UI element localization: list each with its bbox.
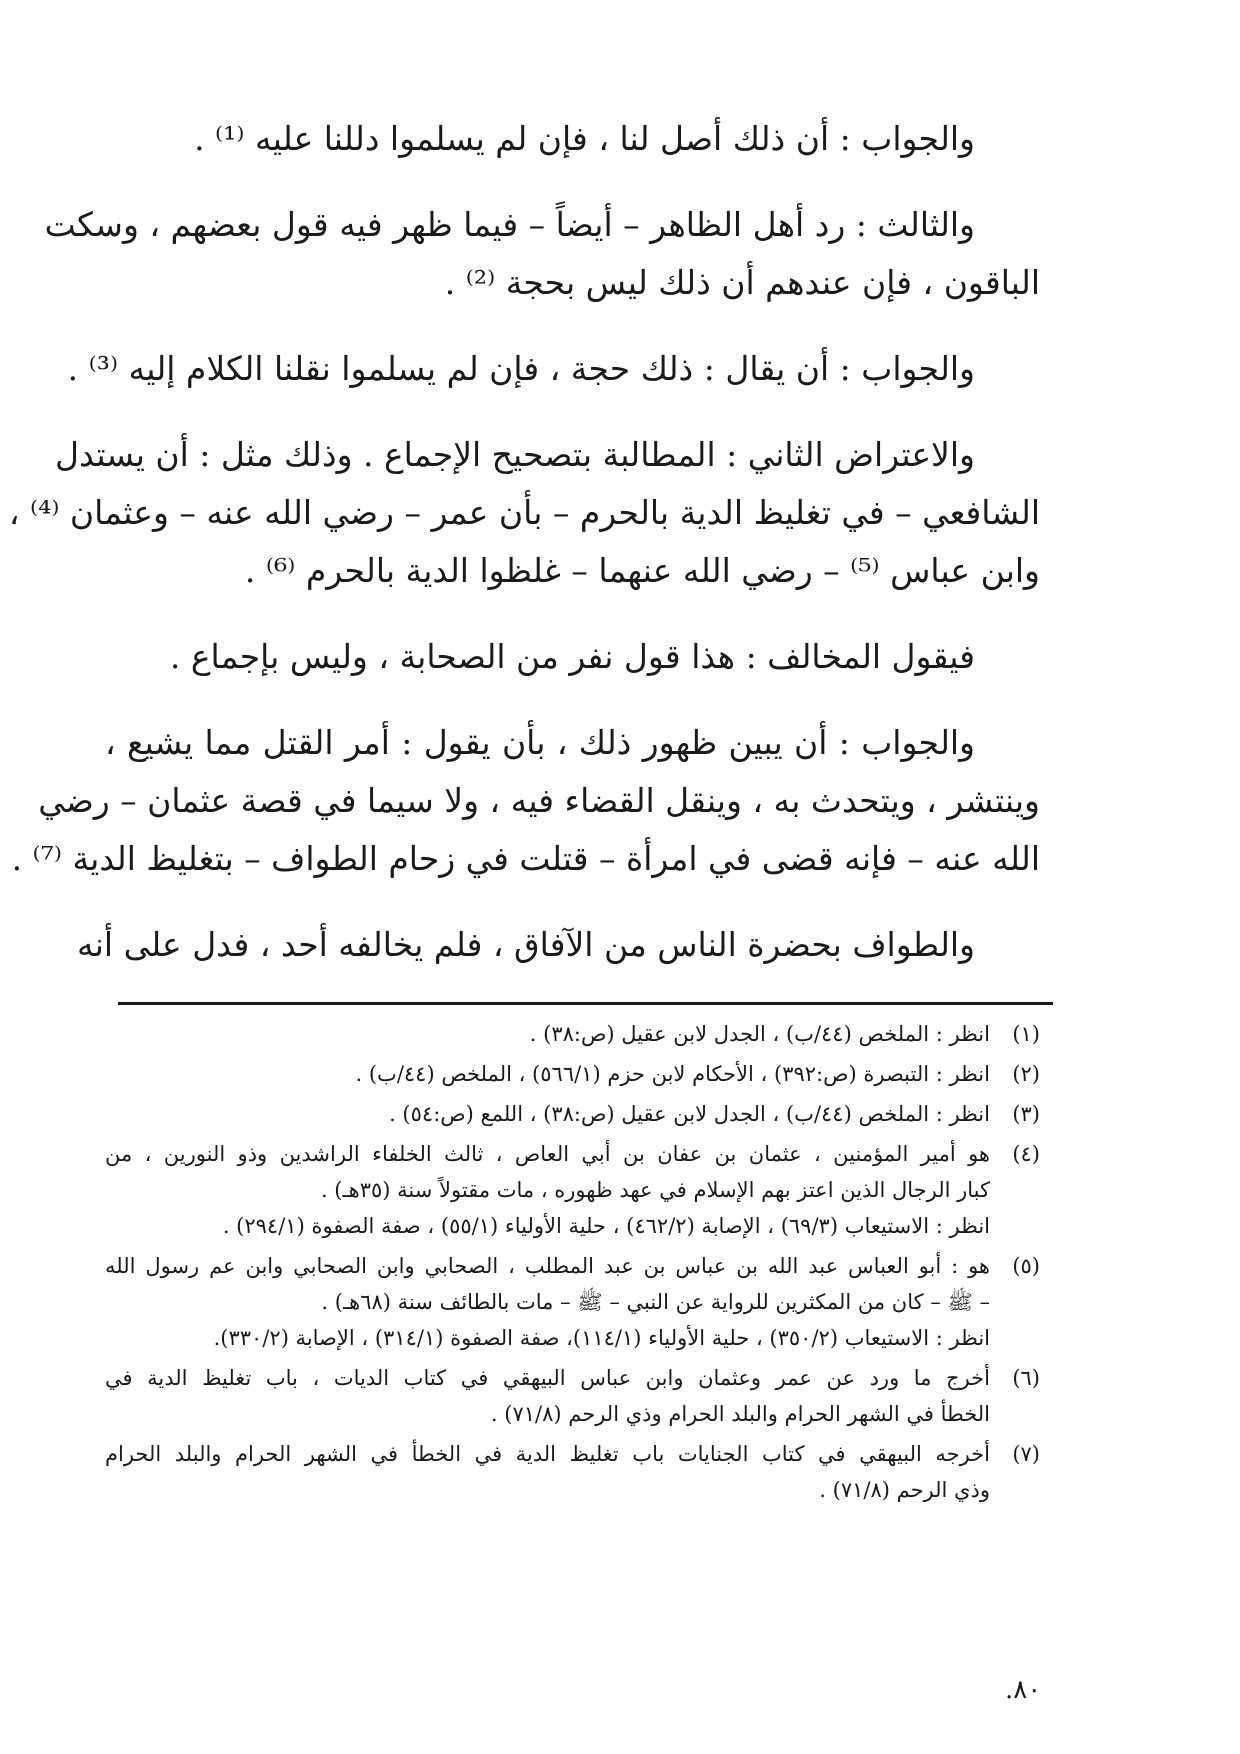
text-line: والجواب : أن يبين ظهور ذلك ، بأن يقول : أمر القتل مما يشيع ، — [105, 723, 975, 762]
text-line: والطواف بحضرة الناس من الآفاق ، فلم يخالفه أحد ، فدل على أنه — [77, 925, 975, 964]
footnote-number: (٣) — [1012, 1102, 1040, 1126]
footnote-line: انظر : الاستيعاب (٣٥٠/٢) ، حلية الأولياء (١١٤/١)، صفة الصفوة (٣١٤/١) ، الإصابة (٣٣٠/٢). — [213, 1326, 990, 1350]
footnote-body — [105, 1096, 990, 1132]
footnote-6 — [105, 1360, 1040, 1432]
footnotes — [105, 1016, 1040, 1512]
paragraph-opponent — [105, 628, 1040, 686]
footnote-body — [105, 1136, 990, 1244]
footnote-line: انظر : التبصرة (ص:٣٩٢) ، الأحكام لابن حزم (٥٦٦/١) ، الملخص (٤٤/ب) . — [355, 1062, 990, 1086]
text-line: الباقون ، فإن عندهم أن ذلك ليس بحجة ⁽²⁾ . — [444, 263, 1040, 302]
footnote-number: (١) — [1012, 1022, 1040, 1046]
footnote-body — [105, 1436, 990, 1508]
footnote-body — [105, 1056, 990, 1092]
footnote-line: كبار الرجال الذين اعتز بهم الإسلام في عهد ظهوره ، مات مقتولاً سنة (٣٥هـ) . — [320, 1178, 990, 1202]
text-line: فيقول المخالف : هذا قول نفر من الصحابة ، وليس بإجماع . — [169, 637, 975, 676]
paragraph-second-objection — [8, 426, 1040, 600]
text-line: الشافعي – في تغليظ الدية بالحرم – بأن عمر – رضي الله عنه – وعثمان ⁽⁴⁾ ، — [8, 493, 1040, 532]
footnote-5 — [105, 1248, 1040, 1356]
text-line: والجواب : أن يقال : ذلك حجة ، فإن لم يسلموا نقلنا الكلام إليه ⁽³⁾ . — [67, 349, 975, 388]
footnote-2 — [105, 1056, 1040, 1092]
text-line: والجواب : أن ذلك أصل لنا ، فإن لم يسلموا دللنا عليه ⁽¹⁾ . — [194, 119, 975, 158]
paragraph-tawaf — [77, 916, 1040, 974]
footnote-4 — [105, 1136, 1040, 1244]
text-line: وابن عباس ⁽⁵⁾ – رضي الله عنهما – غلظوا الدية بالحرم ⁽⁶⁾ . — [244, 551, 1040, 590]
footnote-body — [105, 1016, 990, 1052]
footnote-number: (٤) — [1012, 1142, 1040, 1166]
footnote-line: هو أمير المؤمنين ، عثمان بن عفان بن أبي العاص ، ثالث الخلفاء الراشدين وذو النورين ، من — [105, 1142, 990, 1166]
footnote-body — [105, 1360, 990, 1432]
footnote-line: – ﷺ – كان من المكثرين للرواية عن النبي – ﷺ – مات بالطائف سنة (٦٨هـ) . — [321, 1290, 990, 1314]
footnote-line: الخطأ في الشهر الحرام والبلد الحرام وذي الرحم (٧١/٨) . — [490, 1402, 990, 1426]
footnote-body — [105, 1248, 990, 1356]
footnote-line: انظر : الملخص (٤٤/ب) ، الجدل لابن عقيل (ص:٣٨) . — [529, 1022, 990, 1046]
footnote-line: أخرج ما ورد عن عمر وعثمان وابن عباس البيهقي في كتاب الديات ، باب تغليظ الدية في — [105, 1366, 990, 1390]
footnote-line: انظر : الملخص (٤٤/ب) ، الجدل لابن عقيل (ص:٣٨) ، اللمع (ص:٥٤) . — [389, 1102, 990, 1126]
footnote-separator — [118, 1002, 1053, 1005]
main-text — [8, 110, 1040, 1002]
text-line: الله عنه – فإنه قضى في امرأة – قتلت في زحام الطواف – بتغليظ الدية ⁽⁷⁾ . — [11, 839, 1040, 878]
text-line: وينتشر ، ويتحدث به ، وينقل القضاء فيه ، ولا سيما في قصة عثمان – رضي — [38, 781, 1040, 820]
text-line: والاعتراض الثاني : المطالبة بتصحيح الإجماع . وذلك مثل : أن يستدل — [55, 435, 975, 474]
footnote-line: وذي الرحم (٧١/٨) . — [819, 1478, 990, 1502]
footnote-3 — [105, 1096, 1040, 1132]
footnote-line: هو : أبو العباس عبد الله بن عباس بن عبد المطلب ، الصحابي وابن الصحابي وابن عم رسول الله — [105, 1254, 990, 1278]
footnote-1 — [105, 1016, 1040, 1052]
paragraph-answer-1 — [105, 110, 1040, 168]
footnote-line: أخرجه البيهقي في كتاب الجنايات باب تغليظ الدية في الخطأ في الشهر الحرام والبلد الحرام — [105, 1442, 990, 1466]
text-line: والثالث : رد أهل الظاهر – أيضاً – فيما ظهر فيه قول بعضهم ، وسكت — [44, 205, 975, 244]
footnote-number: (٦) — [1012, 1366, 1040, 1390]
paragraph-answer-2 — [67, 340, 1040, 398]
page-number: ٨٠. — [1005, 1675, 1042, 1705]
footnote-number: (٢) — [1012, 1062, 1040, 1086]
footnote-7 — [105, 1436, 1040, 1508]
footnote-number: (٧) — [1012, 1442, 1040, 1466]
paragraph-third-objection — [44, 196, 1040, 312]
footnote-line: انظر : الاستيعاب (٦٩/٣) ، الإصابة (٤٦٢/٢) ، حلية الأولياء (٥٥/١) ، صفة الصفوة (٢٩٤/١) . — [222, 1214, 990, 1238]
paragraph-answer-3 — [11, 714, 1040, 888]
footnote-number: (٥) — [1012, 1254, 1040, 1278]
